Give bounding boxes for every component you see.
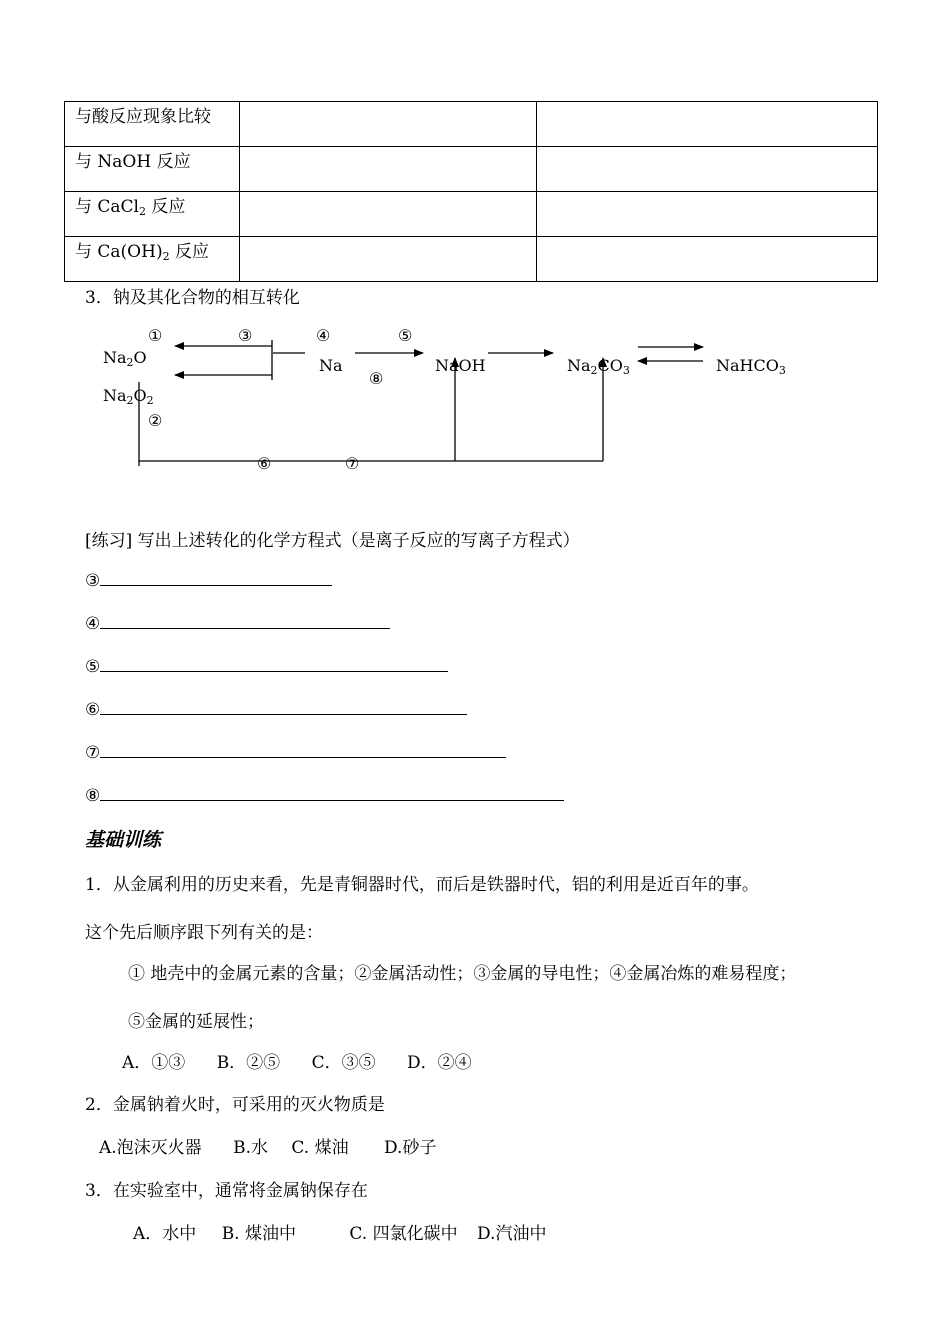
node-naoh: NaOH [435, 356, 486, 375]
option-b[interactable]: B．②⑤ [216, 1053, 281, 1073]
table-cell[interactable] [537, 237, 878, 282]
table-row [65, 147, 878, 192]
comparison-table [64, 101, 878, 282]
question-1-factors: ① 地壳中的金属元素的含量；②金属活动性；③金属的导电性；④金属冶炼的难易程度； [128, 964, 797, 984]
option-d[interactable]: D.砂子 [384, 1138, 437, 1158]
table-cell[interactable] [240, 147, 537, 192]
question-2-stem: 2．金属钠着火时，可采用的灭火物质是 [85, 1095, 385, 1115]
node-na2o2: $Na_2O_2$ [103, 386, 154, 407]
table-cell[interactable] [240, 192, 537, 237]
question-1-stem-cont: 这个先后顺序跟下列有关的是： [85, 923, 323, 943]
table-cell[interactable] [240, 102, 537, 147]
question-1-options [122, 1048, 472, 1073]
conversion-diagram [95, 320, 815, 490]
answer-line: ⑥ [85, 698, 467, 720]
option-c[interactable]: C．③⑤ [311, 1053, 376, 1073]
question-2-options [99, 1133, 436, 1158]
node-na2o: $Na_2O$ [103, 348, 147, 369]
marker-8: ⑧ [369, 369, 384, 388]
section-title: 3．钠及其化合物的相互转化 [85, 288, 300, 308]
marker-4: ④ [316, 326, 331, 345]
node-na: Na [319, 356, 343, 375]
marker-2: ② [148, 411, 163, 430]
answer-line: ⑤ [85, 655, 448, 677]
option-c[interactable]: C. 四氯化碳中 [349, 1224, 458, 1244]
option-b[interactable]: B.水 [233, 1138, 268, 1158]
answer-line: ④ [85, 612, 390, 634]
question-1-factors-cont: ⑤金属的延展性； [128, 1012, 264, 1032]
option-a[interactable]: A．水中 [133, 1224, 197, 1244]
question-1-stem: 1．从金属利用的历史来看，先是青铜器时代，而后是铁器时代，铝的利用是近百年的事。 [85, 875, 759, 895]
row-label: 与 CaCl$_2$ 反应 [65, 192, 240, 237]
table-row [65, 237, 878, 282]
table-cell[interactable] [537, 102, 878, 147]
marker-1: ① [148, 326, 163, 345]
option-b[interactable]: B. 煤油中 [221, 1224, 296, 1244]
option-c[interactable]: C. 煤油 [291, 1138, 349, 1158]
marker-3: ③ [238, 326, 253, 345]
node-na2co3: $Na_2CO_3$ [567, 356, 630, 377]
answer-blank[interactable] [100, 698, 467, 715]
table-row [65, 102, 878, 147]
option-d[interactable]: D．②④ [407, 1053, 472, 1073]
answer-blank[interactable] [100, 655, 448, 672]
answer-line: ⑦ [85, 741, 506, 763]
option-a[interactable]: A.泡沫灭火器 [99, 1138, 202, 1158]
question-3-options [133, 1219, 546, 1244]
answer-line: ⑧ [85, 784, 564, 806]
training-heading: 基础训练 [85, 829, 162, 851]
row-label: 与 NaOH 反应 [65, 147, 240, 192]
diagram-lines [95, 320, 815, 490]
marker-7: ⑦ [345, 454, 360, 473]
marker-5: ⑤ [398, 326, 413, 345]
table-cell[interactable] [240, 237, 537, 282]
answer-blank[interactable] [100, 784, 564, 801]
answer-blank[interactable] [100, 612, 390, 629]
option-a[interactable]: A．①③ [122, 1053, 186, 1073]
answer-blank[interactable] [100, 741, 506, 758]
question-3-stem: 3．在实验室中，通常将金属钠保存在 [85, 1181, 368, 1201]
node-nahco3: NaHCO$_3$ [716, 356, 786, 377]
answer-blank[interactable] [100, 569, 332, 586]
table-cell[interactable] [537, 192, 878, 237]
practice-prompt: [练习] 写出上述转化的化学方程式（是离子反应的写离子方程式） [85, 531, 580, 551]
table-cell[interactable] [537, 147, 878, 192]
answer-line: ③ [85, 569, 332, 591]
marker-6: ⑥ [257, 454, 272, 473]
option-d[interactable]: D.汽油中 [477, 1224, 547, 1244]
row-label: 与酸反应现象比较 [65, 102, 240, 147]
row-label: 与 $Ca(OH)_2$ 反应 [65, 237, 240, 282]
table-row [65, 192, 878, 237]
